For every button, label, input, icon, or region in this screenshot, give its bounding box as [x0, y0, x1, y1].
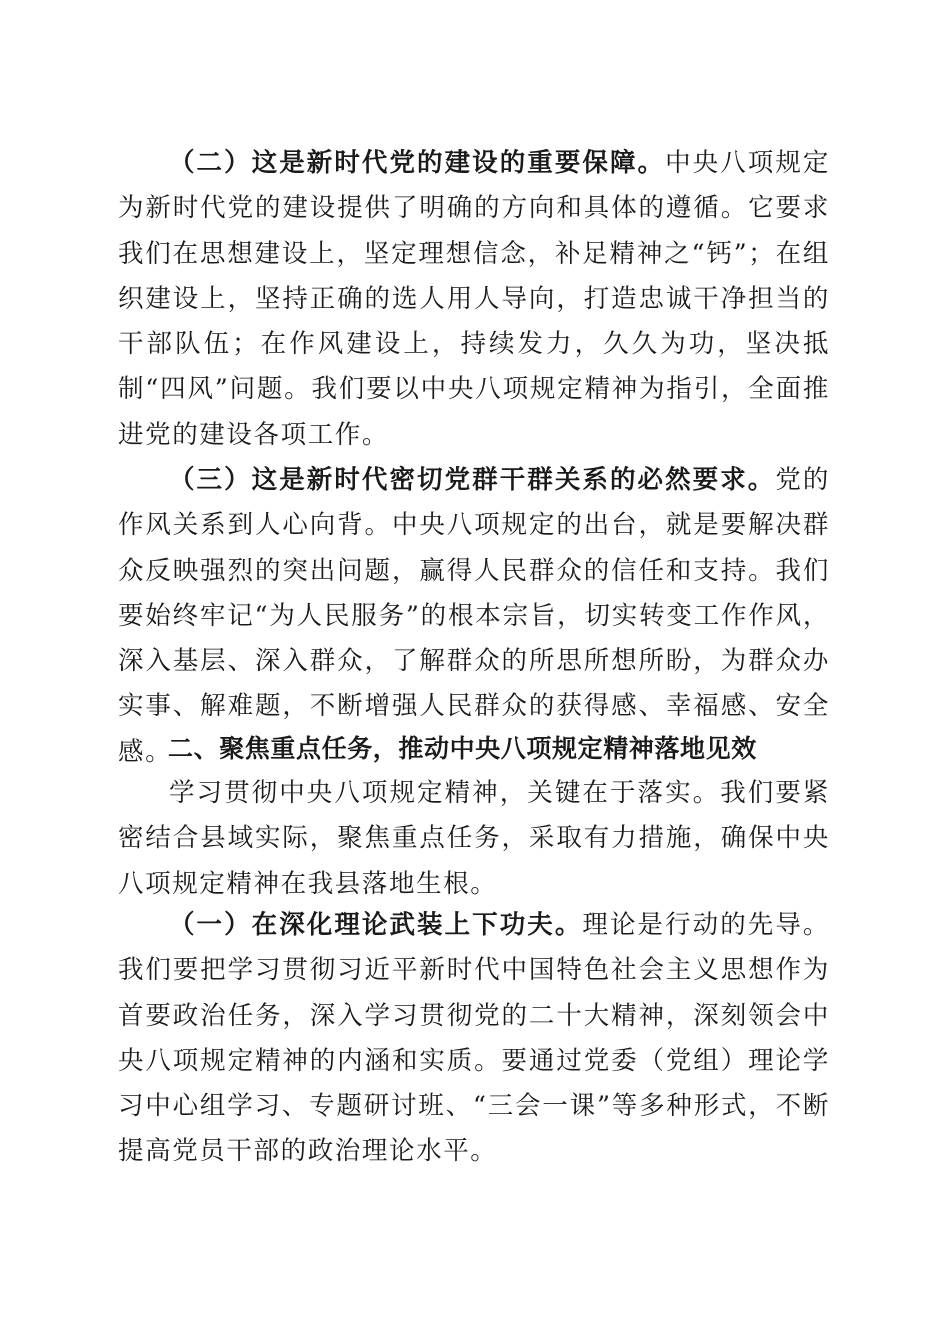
paragraph-lead: （一）在深化理论武装上下功夫。	[169, 910, 583, 940]
paragraph-theory-arming	[118, 903, 830, 1175]
paragraph-body: 中央八项规定为新时代党的建设提供了明确的方向和具体的遵循。它要求我们在思想建设上，坚定理想信念，补足精神之“钙”；在组织建设上，坚持正确的选人用人导向，打造忠诚干净担当的干部队伍；在作风建设上，持续发力，久久为功，坚决抵制“四风”问题。我们要以中央八项规定精神为指引，全面推进党的建设各项工作。	[118, 148, 830, 450]
paragraph-body: 理论是行动的先导。我们要把学习贯彻习近平新时代中国特色社会主义思想作为首要政治任务，深入学习贯彻党的二十大精神，深刻领会中央八项规定精神的内涵和实质。要通过党委（党组）理论学习中心组学习、专题研讨班、“三会一课”等多种形式，不断提高党员干部的政治理论水平。	[118, 910, 830, 1167]
paragraph-body: 党的作风关系到人心向背。中央八项规定的出台，就是要解决群众反映强烈的突出问题，赢得人民群众的信任和支持。我们要始终牢记“为人民服务”的根本宗旨，切实转变工作作风，深入基层、深入群众，了解群众的所思所想所盼，为群众办实事、解难题，不断增强人民群众的获得感、幸福感、安全感。	[118, 465, 831, 767]
section-intro-paragraph: 学习贯彻中央八项规定精神，关键在于落实。我们要紧密结合县域实际，聚焦重点任务，采取有力措施，确保中央八项规定精神在我县落地生根。	[118, 778, 830, 899]
paragraph-party-building	[118, 141, 830, 458]
paragraph-lead: （二）这是新时代党的建设的重要保障。	[169, 148, 666, 178]
paragraph-lead: （三）这是新时代密切党群干群关系的必然要求。	[169, 465, 776, 495]
section-heading: 二、聚焦重点任务，推动中央八项规定精神落地见效	[168, 734, 757, 763]
